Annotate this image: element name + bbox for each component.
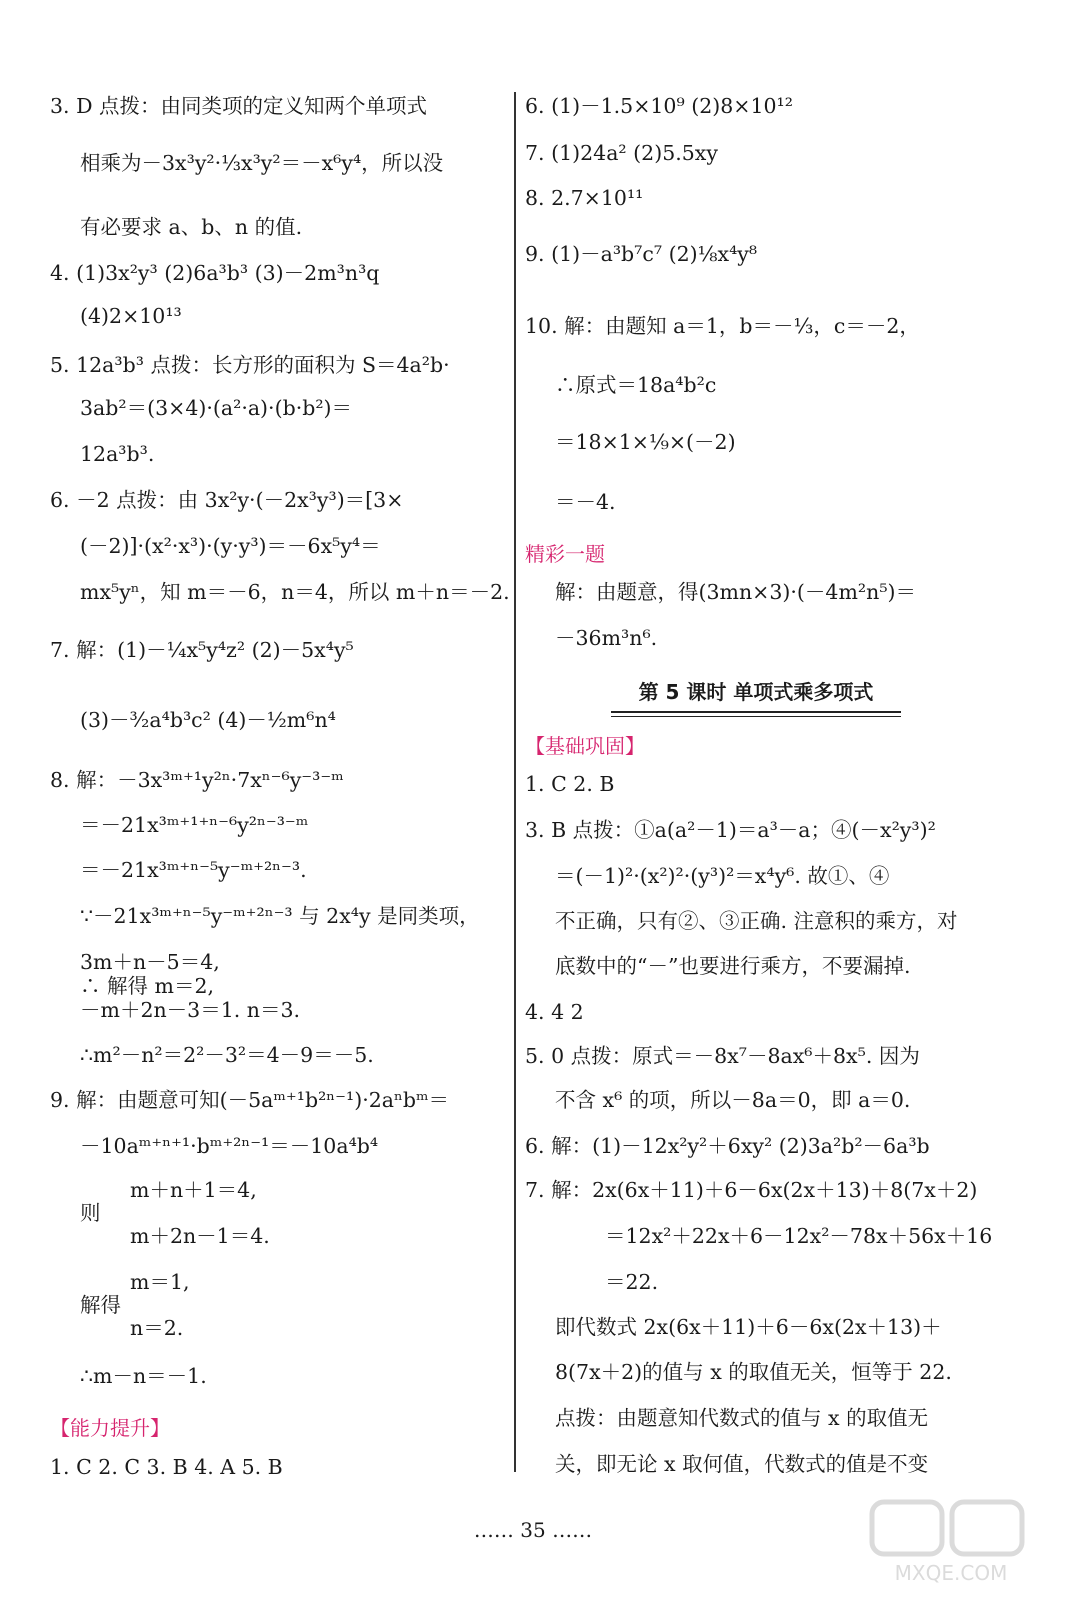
answer-line: ∴m－n＝－1. xyxy=(80,1364,207,1388)
answer-line: 解得 xyxy=(80,1293,121,1317)
answer-line: ＝－21x³ᵐ⁺ⁿ⁻⁵y⁻ᵐ⁺²ⁿ⁻³. xyxy=(80,858,307,882)
answer-line: n＝2. xyxy=(130,1316,184,1340)
answer-line: m＋n＋1＝4, xyxy=(130,1178,257,1202)
answer-line: 8(7x＋2)的值与 x 的取值无关，恒等于 22. xyxy=(555,1360,952,1384)
answer-line: －m＋2n－3＝1. n＝3. xyxy=(80,998,301,1022)
answer-line: 8. 2.7×10¹¹ xyxy=(525,186,644,210)
answer-line: 不正确，只有②、③正确. 注意积的乘方，对 xyxy=(555,909,958,933)
answer-line: 7. 解：2x(6x＋11)＋6－6x(2x＋13)＋8(7x＋2) xyxy=(525,1178,978,1202)
answer-line: 3m＋n－5＝4, xyxy=(80,950,220,974)
answer-line: 6. －2 点拨：由 3x²y·(－2x³y³)＝[3× xyxy=(50,488,404,512)
answer-line: 关，即无论 x 取何值，代数式的值是不变 xyxy=(555,1452,929,1476)
answer-line: 7. (1)24a² (2)5.5xy xyxy=(525,141,718,165)
lesson-title: 第 5 课时 单项式乘多项式 xyxy=(611,676,901,713)
answer-line: －36m³n⁶. xyxy=(555,626,658,650)
answer-line: 9. (1)－a³b⁷c⁷ (2)⅛x⁴y⁸ xyxy=(525,242,758,266)
answer-line: ∴原式＝18a⁴b²c xyxy=(555,373,717,397)
answer-line: 底数中的“－”也要进行乘方，不要漏掉. xyxy=(555,954,911,978)
answer-line: ＝12x²＋22x＋6－12x²－78x＋56x＋16 xyxy=(605,1224,993,1248)
answer-line: 6. (1)－1.5×10⁹ (2)8×10¹² xyxy=(525,94,793,118)
answer-line: 1. C 2. B xyxy=(525,772,615,796)
answer-line: m＋2n－1＝4. xyxy=(130,1224,270,1248)
answer-line: 5. 0 点拨：原式＝－8x⁷－8ax⁶＋8x⁵. 因为 xyxy=(525,1044,920,1068)
answer-line: 4. 4 2 xyxy=(525,1000,584,1024)
answer-line: 8. 解：－3x³ᵐ⁺¹y²ⁿ·7xⁿ⁻⁶y⁻³⁻ᵐ xyxy=(50,768,344,792)
section-heading-basic: 【基础巩固】 xyxy=(525,734,645,758)
answer-line: mx⁵yⁿ，知 m＝－6，n＝4，所以 m＋n＝－2. xyxy=(80,580,510,604)
answer-line: 12a³b³. xyxy=(80,442,155,466)
answer-line: 不含 x⁶ 的项，所以－8a＝0，即 a＝0. xyxy=(555,1088,911,1112)
answer-line: 3ab²＝(3×4)·(a²·a)·(b·b²)＝ xyxy=(80,396,353,420)
page-number: …… 35 …… xyxy=(473,1518,593,1542)
answer-line: 即代数式 2x(6x＋11)＋6－6x(2x＋13)＋ xyxy=(555,1315,942,1339)
answer-line: 1. C 2. C 3. B 4. A 5. B xyxy=(50,1455,283,1479)
answer-line: ＝－4. xyxy=(555,490,616,514)
answer-line: 解：由题意，得(3mn×3)·(－4m²n⁵)＝ xyxy=(555,580,917,604)
answer-line: ∴m²－n²＝2²－3²＝4－9＝－5. xyxy=(80,1043,374,1067)
answer-line: 点拨：由题意知代数式的值与 x 的取值无 xyxy=(555,1406,929,1430)
answer-line: ∴ 解得 m＝2, xyxy=(80,974,215,998)
answer-line: 3. B 点拨：①a(a²－1)＝a³－a；④(－x²y³)² xyxy=(525,818,936,842)
section-heading-highlight: 精彩一题 xyxy=(525,542,605,566)
answer-line: (3)－³⁄₂a⁴b³c² (4)－½m⁶n⁴ xyxy=(80,708,336,732)
answer-line: 相乘为－3x³y²·⅓x³y²＝－x⁶y⁴，所以没 xyxy=(80,151,444,175)
answer-line: (4)2×10¹³ xyxy=(80,304,182,328)
answer-line: ＝22. xyxy=(605,1270,659,1294)
answer-line: 7. 解：(1)－¼x⁵y⁴z² (2)－5x⁴y⁵ xyxy=(50,638,354,662)
answer-line: 5. 12a³b³ 点拨：长方形的面积为 S＝4a²b· xyxy=(50,353,450,377)
answer-line: 3. D 点拨：由同类项的定义知两个单项式 xyxy=(50,94,428,118)
answer-line: －10aᵐ⁺ⁿ⁺¹·bᵐ⁺²ⁿ⁻¹＝－10a⁴b⁴ xyxy=(80,1134,379,1158)
answer-line: ＝18×1×⅑×(－2) xyxy=(555,430,736,454)
answer-line: 4. (1)3x²y³ (2)6a³b³ (3)－2m³n³q xyxy=(50,261,380,285)
answer-line: 9. 解：由题意可知(－5aᵐ⁺¹b²ⁿ⁻¹)·2aⁿbᵐ＝ xyxy=(50,1088,450,1112)
answer-line: (－2)]·(x²·x³)·(y·y³)＝－6x⁵y⁴＝ xyxy=(80,534,381,558)
answer-line: 有必要求 a、b、n 的值. xyxy=(80,215,303,239)
answer-line: ＝－21x³ᵐ⁺¹⁺ⁿ⁻⁶y²ⁿ⁻³⁻ᵐ xyxy=(80,813,309,837)
answer-line: m＝1, xyxy=(130,1270,190,1294)
column-divider xyxy=(514,92,516,1472)
watermark-logo xyxy=(866,1496,1036,1586)
answer-line: 则 xyxy=(80,1201,101,1225)
answer-line: 6. 解：(1)－12x²y²＋6xy² (2)3a²b²－6a³b xyxy=(525,1134,930,1158)
section-heading-ability: 【能力提升】 xyxy=(50,1416,170,1440)
answer-line: 10. 解：由题知 a＝1，b＝－⅓，c＝－2， xyxy=(525,314,920,338)
answer-line: ＝(－1)²·(x²)²·(y³)²＝x⁴y⁶. 故①、④ xyxy=(555,864,890,888)
answer-line: ∵－21x³ᵐ⁺ⁿ⁻⁵y⁻ᵐ⁺²ⁿ⁻³ 与 2x⁴y 是同类项， xyxy=(80,904,480,928)
svg-text:MXQE.COM: MXQE.COM xyxy=(894,1561,1008,1585)
